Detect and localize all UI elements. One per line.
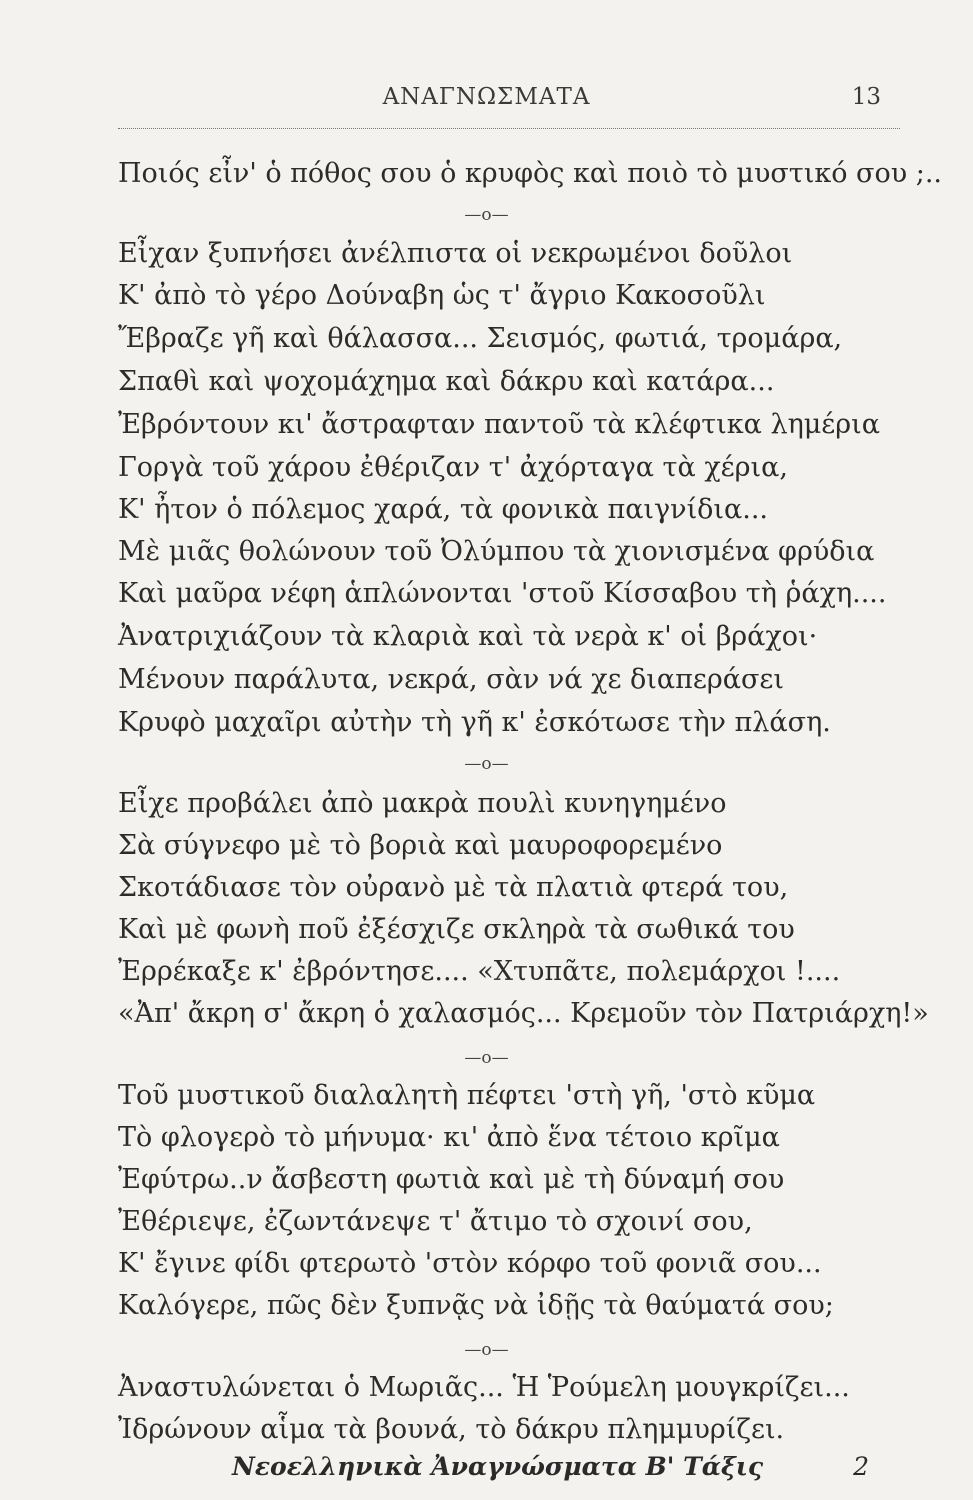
stanza-separator: —ο—	[464, 205, 509, 225]
poem-line: Κ' ἔγινε φίδι φτερωτὸ 'στὸν κόρφο τοῦ φονιᾶ σου...	[118, 1248, 822, 1279]
poem-line: Σὰ σύγνεφο μὲ τὸ βοριὰ καὶ μαυροφορεμένο	[118, 830, 723, 861]
poem-line: Κ' ἀπὸ τὸ γέρο Δούναβη ὡς τ' ἄγριο Κακοσοῦλι	[118, 280, 766, 311]
poem-line: Εἶχε προβάλει ἀπὸ μακρὰ πουλὶ κυνηγημένο	[118, 788, 727, 819]
poem-line: Ἐβρόντουν κι' ἄστραφταν παντοῦ τὰ κλέφτικα λημέρια	[118, 409, 880, 440]
poem-line: Καὶ μαῦρα νέφη ἁπλώνονται 'στοῦ Κίσσαβου τὴ ῥάχη....	[118, 578, 887, 609]
poem-line: Ἐφύτρω..ν ἄσβεστη φωτιὰ καὶ μὲ τὴ δύναμή σου	[118, 1164, 785, 1195]
running-header-title: ΑΝΑΓΝΩΣΜΑΤΑ	[382, 84, 591, 110]
page-number: 13	[851, 84, 881, 110]
poem-line: Τοῦ μυστικοῦ διαλαλητὴ πέφτει 'στὴ γῆ, 'στὸ κῦμα	[118, 1080, 816, 1111]
poem-line: Ἀνατριχιάζουν τὰ κλαριὰ καὶ τὰ νερὰ κ' οἱ βράχοι·	[118, 621, 818, 652]
poem-line: Ἐρρέκαξε κ' ἐβρόντησε.... «Χτυπᾶτε, πολεμάρχοι !....	[118, 956, 841, 987]
poem-line: Ἰδρώνουν αἷμα τὰ βουνά, τὸ δάκρυ πλημμυρίζει.	[118, 1414, 785, 1445]
poem-line: Ἔβραζε γῆ καὶ θάλασσα... Σεισμός, φωτιά, τρομάρα,	[118, 323, 843, 354]
poem-line: Ποιός εἶν' ὁ πόθος σου ὁ κρυφὸς καὶ ποιὸ τὸ μυστικό σου ;..	[118, 158, 942, 189]
header-rule	[118, 128, 900, 129]
stanza-separator: —ο—	[464, 754, 509, 774]
poem-line: Εἶχαν ξυπνήσει ἀνέλπιστα οἱ νεκρωμένοι δοῦλοι	[118, 238, 793, 269]
footer-book-title: Νεοελληνικὰ Ἀναγνώσματα Β' Τάξις	[232, 1452, 764, 1481]
footer-signature-mark: 2	[853, 1452, 869, 1481]
poem-line: Σκοτάδιασε τὸν οὐρανὸ μὲ τὰ πλατιὰ φτερά του,	[118, 872, 789, 903]
poem-line: Μένουν παράλυτα, νεκρά, σὰν νά χε διαπεράσει	[118, 664, 784, 695]
poem-line: Ἐθέριεψε, ἐζωντάνεψε τ' ἄτιμο τὸ σχοινί σου,	[118, 1206, 753, 1237]
poem-line: Ἀναστυλώνεται ὁ Μωριᾶς... Ἡ Ῥούμελη μουγκρίζει...	[118, 1372, 850, 1403]
poem-line: Κ' ἦτον ὁ πόλεμος χαρά, τὰ φονικὰ παιγνίδια...	[118, 494, 768, 525]
poem-line: Σπαθὶ καὶ ψοχομάχημα καὶ δάκρυ καὶ κατάρα...	[118, 366, 775, 397]
poem-line: Καὶ μὲ φωνὴ ποῦ ἐξέσχιζε σκληρὰ τὰ σωθικά του	[118, 914, 795, 945]
stanza-separator: —ο—	[464, 1048, 509, 1068]
poem-line: «Ἀπ' ἄκρη σ' ἄκρη ὁ χαλασμός... Κρεμοῦν τὸν Πατριάρχη!»	[118, 998, 929, 1029]
stanza-separator: —ο—	[464, 1340, 509, 1360]
poem-line: Γοργὰ τοῦ χάρου ἐθέριζαν τ' ἀχόρταγα τὰ χέρια,	[118, 452, 788, 483]
poem-line: Καλόγερε, πῶς δὲν ξυπνᾷς νὰ ἰδῇς τὰ θαύματά σου;	[118, 1290, 834, 1321]
poem-line: Κρυφὸ μαχαῖρι αὐτὴν τὴ γῆ κ' ἐσκότωσε τὴν πλάση.	[118, 707, 831, 738]
poem-line: Μὲ μιᾶς θολώνουν τοῦ Ὀλύμπου τὰ χιονισμένα φρύδια	[118, 536, 875, 567]
poem-line: Τὸ φλογερὸ τὸ μήνυμα· κι' ἀπὸ ἕνα τέτοιο κρῖμα	[118, 1122, 780, 1153]
